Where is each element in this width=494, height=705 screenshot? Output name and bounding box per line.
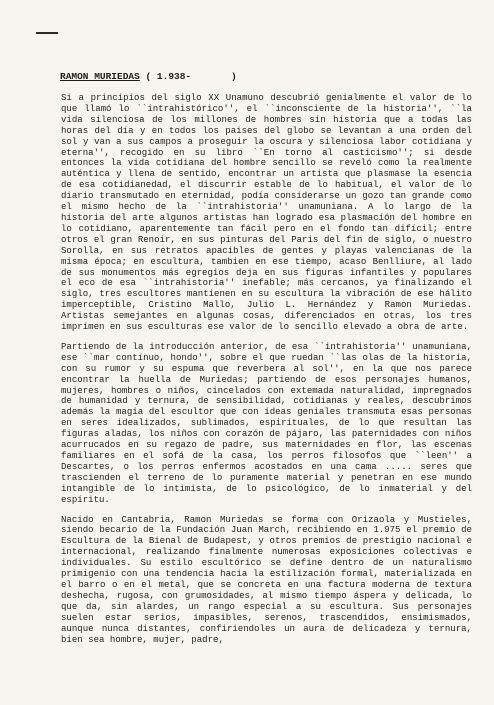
paragraph-intrahistoria: Partiendo de la introducción anterior, de esa ``intrahistoria'' unamuniana, ese ``mar contínuo, hondo'', sobre el que ruedan ``las olas de la historia, con su rumor y su espuma que reverbera al sol'', en la que nos parece encontrar la huella de Muriedas; partiendo de esos personajes humanos, mujeres, hombres o niños, cincelados con extemada naturalidad, impregnados de humanidad y ternura, de sensibilidad, cotidianas y reales, descubrimos además la magia del escultor que con ideas geniales transmuta esas personas en seres idealizados, sublimados, espirituales, de lo que resultan las figuras aladas, los niños con corazón de pájaro, las paternidades con niños acurrucados en su regazo de padre, sus maternidades en flor, las escenas familiares en el sofá de la casa, los perros filosofos que ``leen'' a Descartes, o los perros enfermos acostados en una cama ..... seres que trascienden el terreno de lo puramente material y penetran en ese mundo intangible de lo intimista, de lo psicológico, de lo inmaterial y del espíritu. [61,340,472,505]
document-title: RAMON MURIEDAS [60,71,140,82]
document-body [61,93,472,654]
document-header [60,71,237,82]
document-years: ( 1.938- ) [139,71,237,82]
paragraph-intro: Si a principios del siglo XX Unamuno descubrió genialmente el valor de lo que llamó lo ``intrahistórico'', el ``inconsciente de la historia'', ``la vida silenciosa de los millones de hombres sin historia que a todas las horas del día y en todos los paises del globo se levantan a una orden del sol y van a sus campos a proseguir la oscura y silenciosa labor cotidiana y eterna'', recogido en su libro ``En torno al casticismo''; si desde entonces la vida cotidiana del hombre sencillo se reveló como la realmente auténtica y llena de sentido, encontrar un artista que plasmase la esencia de esa cotidianedad, el discurrir estable de lo habitual, el valor de lo diario transmutado en eternidad, podía considerarse un gozo tan grande como el mismo hecho de la ``intrahistoria'' unamuniana. A lo largo de la historia del arte algunos artistas han logrado esa plasmación del hombre en lo cotidiano, aparentemente tan fácil pero en el fondo tan difícil; entre otros el gran Renoir, en sus pinturas del Paris del fin de siglo, o nuestro Sorolla, en sus retratos apacibles de gentes y playas valencianas de la misma época; en escultura, tambien en ese tiempo, acaso Benlliure, al lado de sus monumentos más egregios deja en sus figuras infantiles y populares el eco de esa ``intrahistoria'' inefable; más cercanos, ya finalizando el siglo, tres escultores mantienen en su escultura la vibración de ese hálito imperceptible, Cristino Mallo, Julio L. Hernández y Ramon Muriedas. Artistas semejantes en algunas cosas, diferenciados en otras, los tres imprimen en sus esculturas ese valor de lo sencillo elevado a obra de arte. [61,92,472,333]
margin-dash-mark [36,32,58,34]
paragraph-biography: Nacido en Cantabria, Ramon Muriedas se forma con Orizaola y Mustieles, siendo becario de la Fundación Juan March, recibiendo en 1.975 el premio de Escultura de la Bienal de Budapest, y otros premios de prestigio nacional e internacional, realizando finalmente numerosas exposiciones colectivas e individuales. Su estilo escultórico se define dentro de un naturalismo primigenio con una tendencia hacia la estilización formal, materializada en el barro o en el metal, que se concreta en una factura moderna de textura deshecha, rugosa, con grumosidades, al mismo tiempo áspera y delicada, lo que da, sin alardes, un rango especial a su escultura. Sus personajes suelen estar serios, impasibles, serenos, trascendidos, ensimismados, aunque nunca distantes, confiriendoles un aura de delicadeza y ternura, bien sea hombre, mujer, padre, [61,513,472,645]
